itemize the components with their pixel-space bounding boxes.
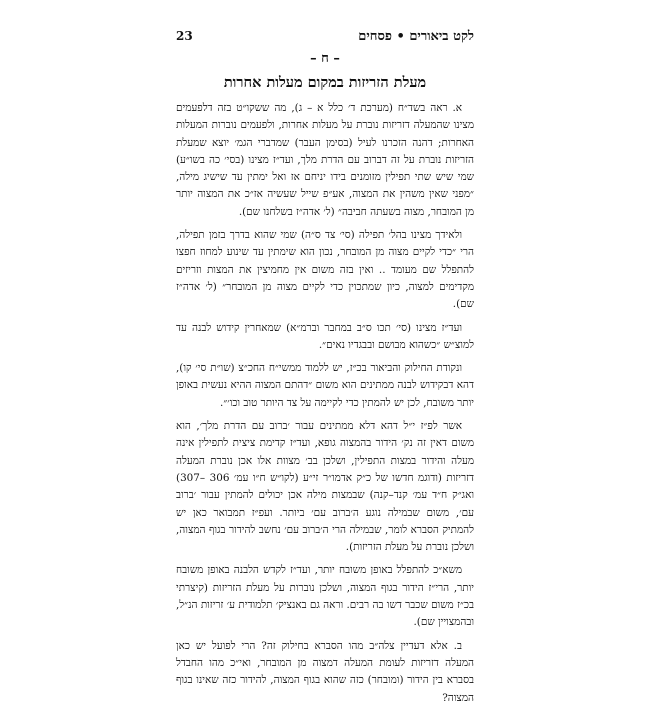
paragraph: ועד״ז מצינו (סי׳ תכו ס״ב במחבר וברמ״א) שמאחרין קידוש לבנה עד למוצ״ש ״כשהוא מבושם ובבגדיו נאים״. [176, 321, 474, 351]
paragraph: משא״כ להתפלל באופן משובח יותר, ועד״ז לקדש הלבנה באופן משובח יותר, הרי״ז הידור בגוף המצוה, ושלכן נוברות על מעלת הזריזות (קיצרתי בכ״ז משום שכבר דשו בה רבים. וראה גם באנציק׳ תלמודית ע׳ זריזות הנ״ל, ובהמצויין שם). [176, 564, 474, 629]
paragraph: ולאידך מצינו בהל׳ תפילה (סי׳ צד ס״ה) שמי שהוא בדרך בזמן תפילה, הרי ״כדי לקיים מצוה מן המובחר, נכון הוא שימתין עד שינוע למחוז חפצו להתפלל שם מעומד .. ואין בזה משום אין מחמיצין את המצות וזריזים מקדימים למצוה, כיון שמתכוין כדי לקיים מצוה מן המובחר״ (ל׳ אדה״ז שם). [176, 229, 474, 311]
paragraph: ונקודת החילוק והביאור בכ״ז, יש ללמוד ממשי״ח החכ״צ (שו״ת סי׳ קו), דהא דבקידוש לבנה ממתינים הוא משום ״דהתם המצוה ההיא נעשית באופן יותר משובח, לכן יש להמתין כדי לקיימה על צד היותר טוב וכו׳״. [176, 362, 474, 409]
paragraph: אשר לפ״ז י״ל דהא דלא ממתינים עבור ׳ברוב עם הדרת מלך׳, הוא משום דאין זה נק׳ הידור בהמצוה גופא, ועד״ז קדימת ציצית לתפילין אינה מעלה והידור במצות התפילין, ושלכן בב׳ מצוות אלו אכן נוברת המעלה דזריזות (ודוגמ חדשו של כ״ק אדמו״ר זי״ע (לקו״ש ח״ו עמ׳ 306 –307) ואג״ק ח״ד עמ׳ קנד–קנה) שבמצות מילה אכן יכולים להמתין עבור ׳ברוב עם׳, משום שבמילה נוגע ה׳ברוב עם׳ ביותר. ועפ״ז תמבואר כאן יש להמתיק הסברא לומר, שבמילה הרי ה׳ברוב עם׳ נחשב להידור בגוף המצוה, ושלכן נוברת על מעלת הזריזות). [176, 420, 475, 554]
paragraph: א. ראה בשד״ח (מערכת ד׳ כלל א – ג), מה ששקו״ט בזה דלפעמים מצינו שהמעלה דזריזות נוברת על מעלות אחרות, ולפעמים נוברות המעלות האחרות; דהנה הזכרנו לעיל (בסימן העבר) שמדברי הגמ׳ יוצא שמעלת הזריזות נוברת על זה דברוב עם הדרת מלך, ועד״ז מצינו (בסי׳ כה בשו״ע) שמי שיש שתי תפילין מזומנים בידו יניחם אז ואל ימתין עד שישיג מילה, ״מפני שאין משהין את המצוה, אע״פ שייל שעשיה אז״כ את המצוה יותר מן המובחר, מצוה בשעתה חביבה״ (ל׳ אדה״ז בשלחנו שם). [176, 102, 474, 218]
running-header [176, 28, 474, 44]
page-number: 23 [176, 29, 193, 43]
running-title: לקט ביאורים • פסחים [358, 29, 474, 44]
paragraph: ב. אלא דעדיין צלה״ב מהו הסברא בחילוק זה? הרי לפועל יש כאן המעלה דזריזות לעומת המעלה דמצוה מן המובחר, ואי״כ מהו החבדל בסברא בין הידור (ומובחר) כזה שהוא בגוף המצוה, להידור כזה שאינו בגוף המצוה? [176, 639, 474, 704]
body-text [176, 100, 474, 713]
section-title: מעלת הזריזות במקום מעלות אחרות [223, 74, 427, 91]
section-marker: – ח – [310, 51, 340, 66]
